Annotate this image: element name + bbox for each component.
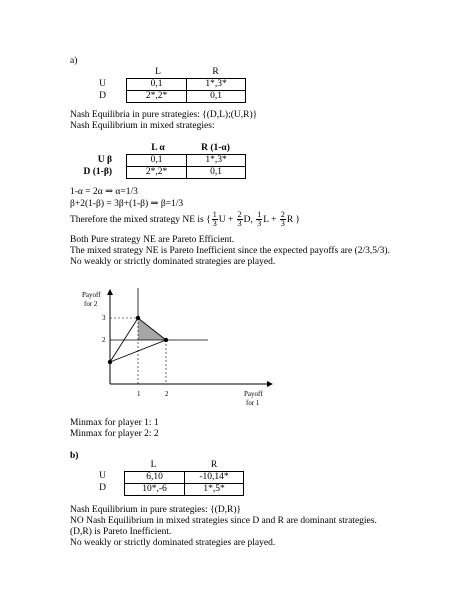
equation-alpha: 1-α = 2α ⇒ α=1/3 (70, 187, 138, 197)
part-b-label: b) (70, 451, 79, 461)
payoff-region-plot (70, 280, 280, 415)
fraction: $\frac{1}{3}$ (212, 210, 217, 229)
y-tick-label-2: 2 (102, 336, 106, 344)
minmax-player-1: Minmax for player 1: 1 (70, 418, 159, 428)
pareto-text-1: Both Pure strategy NE are Pareto Efficient. (70, 235, 235, 245)
payoff-point (136, 316, 140, 320)
col-header-R: R (210, 460, 218, 470)
row-header-U: U (99, 79, 106, 89)
table-row (125, 472, 244, 484)
cell-DL: 10*,-6 (125, 484, 185, 496)
y-tick-label-3: 3 (102, 314, 106, 322)
payoff-matrix-b (124, 471, 244, 496)
cell-UR: -10,14* (185, 472, 244, 484)
x-tick-label-1: 1 (137, 390, 141, 398)
row-header-U-beta: U β (97, 155, 112, 165)
col-header-L: L (155, 67, 161, 77)
col-header-L-alpha: L α (151, 143, 165, 153)
fraction: $\frac{1}{3}$ (257, 210, 262, 229)
table-row (127, 91, 246, 103)
row-header-D: D (99, 91, 106, 101)
row-header-D: D (99, 483, 106, 493)
pareto-text-2: The mixed strategy NE is Pareto Inefficient since the expected payoffs are (2/3,5/3). (70, 246, 390, 256)
ne-pure-text: Nash Equilibria in pure strategies: {(D,L);(U,R)} (70, 110, 258, 120)
x-axis-label-line2: for 1 (246, 399, 260, 407)
table-row (127, 167, 246, 179)
part-a-label: a) (70, 56, 78, 66)
payoff-point (108, 360, 112, 364)
cell-UR: 1*,3* (187, 155, 246, 167)
cell-UR: 1*,3* (187, 79, 246, 91)
cell-DL: 2*,2* (127, 91, 187, 103)
cell-DL: 2*,2* (127, 167, 187, 179)
row-header-D-beta: D (1-β) (83, 167, 112, 177)
table-row (125, 484, 244, 496)
cell-UL: 0,1 (127, 79, 187, 91)
pareto-text-b: (D,R) is Pareto Inefficient. (70, 527, 172, 537)
table-row (127, 155, 246, 167)
cell-DR: 1*,5* (185, 484, 244, 496)
y-axis-label-line2: for 2 (84, 300, 98, 308)
y-axis-label-line1: Payoff (82, 291, 101, 299)
cell-DR: 0,1 (187, 91, 246, 103)
col-header-R: R (212, 67, 219, 77)
cell-DR: 0,1 (187, 167, 246, 179)
col-header-L: L (150, 460, 157, 470)
mixed-ne-term: L + (263, 215, 277, 225)
fraction: $\frac{2}{3}$ (280, 210, 285, 229)
ne-mixed-text-b: NO Nash Equilibrium in mixed strategies since D and R are dominant strategies. (70, 516, 377, 526)
payoff-point (164, 338, 168, 342)
dominated-text-b: No weakly or strictly dominated strategies are played. (70, 538, 276, 548)
mixed-ne-statement (70, 210, 300, 230)
mixed-ne-term: U + (218, 215, 234, 225)
mixed-ne-term: D, (243, 215, 253, 225)
payoff-matrix-2 (126, 154, 246, 179)
ne-pure-text-b: Nash Equilibrium in pure strategies: {(D,R)} (70, 505, 242, 515)
col-header-R-alpha: R (1-α) (201, 143, 230, 153)
cell-UL: 0,1 (127, 155, 187, 167)
ne-mixed-heading: Nash Equilibrium in mixed strategies: (70, 121, 215, 131)
equation-beta: β+2(1-β) = 3β+(1-β) ⇒ β=1/3 (70, 199, 184, 209)
payoff-matrix-1 (126, 78, 246, 103)
cell-UL: 6,10 (125, 472, 185, 484)
minmax-player-2: Minmax for player 2: 2 (70, 429, 159, 439)
fraction: $\frac{2}{3}$ (237, 210, 242, 229)
x-axis-label-line1: Payoff (244, 390, 263, 398)
mixed-ne-prefix: Therefore the mixed strategy NE is { (70, 215, 211, 225)
plot-marks (108, 288, 208, 384)
table-row (127, 79, 246, 91)
mixed-ne-term: R } (286, 215, 301, 225)
row-header-U: U (99, 471, 106, 481)
x-tick-label-2: 2 (165, 390, 169, 398)
dominated-text-a: No weakly or strictly dominated strategies are played. (70, 257, 276, 267)
